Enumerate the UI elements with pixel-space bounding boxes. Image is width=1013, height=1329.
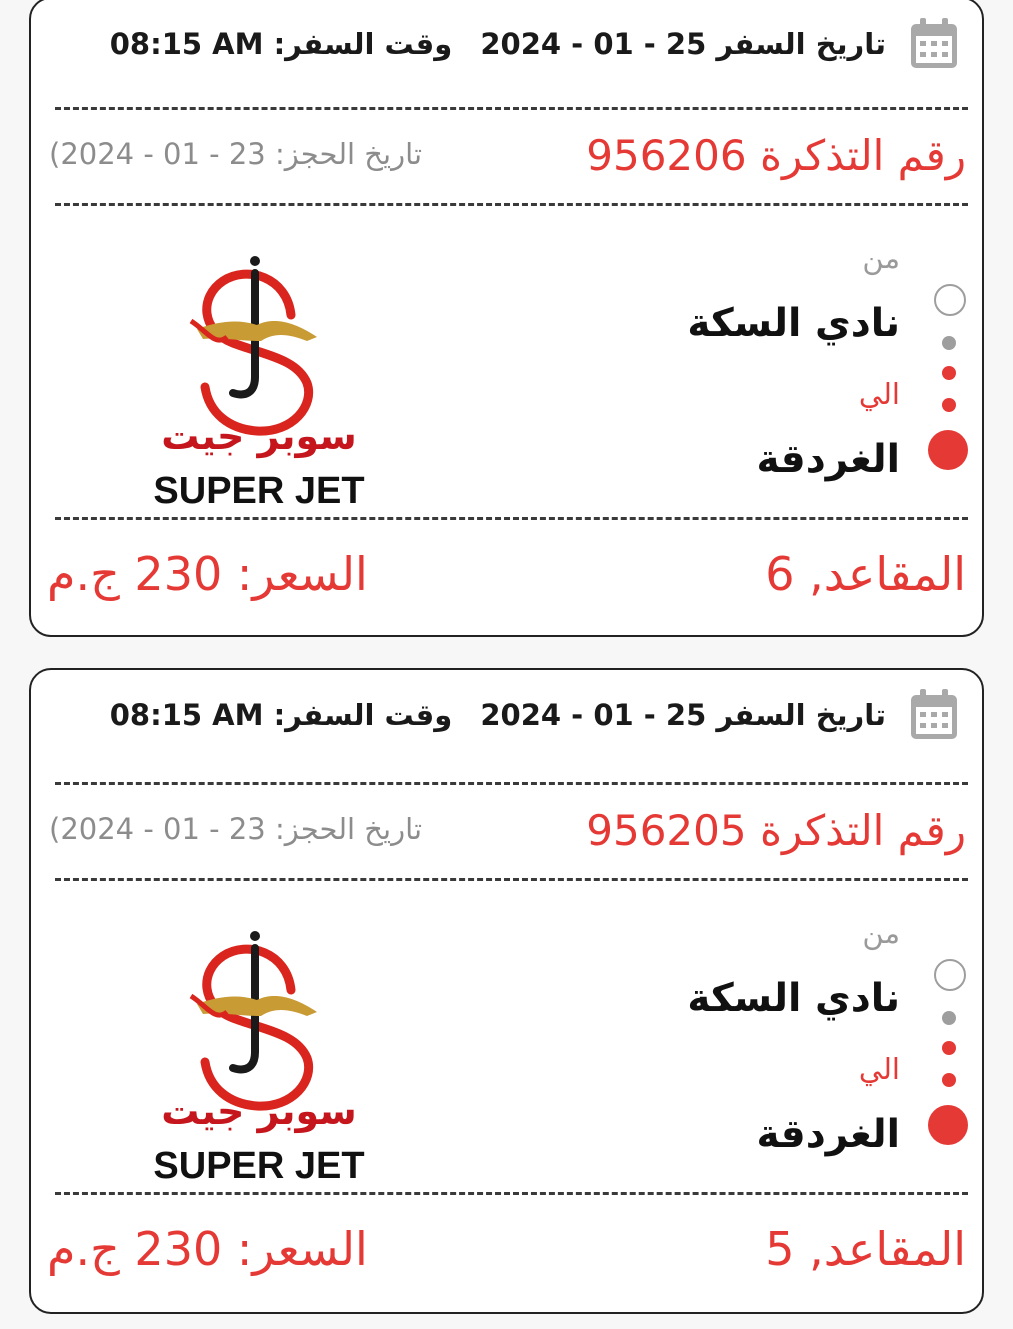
price: السعر: 230 ج.م — [47, 1222, 368, 1276]
divider — [55, 107, 968, 110]
ticket-number: 956205 — [586, 806, 747, 855]
divider — [55, 203, 968, 206]
calendar-icon — [908, 687, 960, 743]
travel-time-value: 08:15 AM — [109, 698, 264, 732]
seats: المقاعد, 6 — [765, 547, 966, 601]
origin-ring-icon — [934, 959, 966, 991]
from-station: نادي السكة — [687, 976, 900, 1021]
ticket-number: 956206 — [586, 131, 747, 180]
travel-date-label: تاريخ السفر — [716, 27, 886, 61]
logo-arabic-text: سوبر جيت — [161, 1089, 357, 1133]
route-dot-icon — [942, 1073, 956, 1087]
travel-time-label: وقت السفر: — [273, 27, 453, 61]
super-jet-logo — [137, 912, 381, 1188]
price: السعر: 230 ج.م — [47, 547, 368, 601]
divider — [55, 782, 968, 785]
ticket-card[interactable] — [29, 668, 984, 1314]
ticket-number-row — [586, 806, 966, 855]
divider — [55, 517, 968, 520]
from-label: من — [862, 241, 900, 275]
super-jet-logo — [137, 237, 381, 513]
route-dot-icon — [942, 336, 956, 350]
to-station: الغردقة — [756, 1112, 900, 1157]
travel-time-label: وقت السفر: — [273, 698, 453, 732]
route-dot-icon — [942, 398, 956, 412]
booking-date: تاريخ الحجز: 23 - 01 - 2024) — [49, 137, 423, 171]
to-label: الي — [858, 377, 900, 411]
travel-date-label: تاريخ السفر — [716, 698, 886, 732]
logo-english-text: SUPER JET — [153, 1145, 365, 1187]
logo-english-text: SUPER JET — [153, 470, 365, 512]
to-station: الغردقة — [756, 437, 900, 482]
divider — [55, 878, 968, 881]
to-label: الي — [858, 1052, 900, 1086]
origin-ring-icon — [934, 284, 966, 316]
ticket-number-label: رقم التذكرة — [759, 131, 966, 180]
route-dot-icon — [942, 1011, 956, 1025]
travel-date-value: 25 - 01 - 2024 — [480, 698, 707, 732]
destination-dot-icon — [928, 1105, 968, 1145]
route-dot-icon — [942, 366, 956, 380]
destination-dot-icon — [928, 430, 968, 470]
travel-date-value: 25 - 01 - 2024 — [480, 27, 707, 61]
seats: المقاعد, 5 — [765, 1222, 966, 1276]
travel-info-row — [110, 698, 886, 732]
from-station: نادي السكة — [687, 301, 900, 346]
logo-arabic-text: سوبر جيت — [161, 414, 357, 458]
ticket-card[interactable] — [29, 0, 984, 637]
booking-date: تاريخ الحجز: 23 - 01 - 2024) — [49, 812, 423, 846]
route-dot-icon — [942, 1041, 956, 1055]
calendar-icon — [908, 16, 960, 72]
ticket-number-row — [586, 131, 966, 180]
ticket-number-label: رقم التذكرة — [759, 806, 966, 855]
divider — [55, 1192, 968, 1195]
travel-info-row — [110, 27, 886, 61]
from-label: من — [862, 916, 900, 950]
travel-time-value: 08:15 AM — [109, 27, 264, 61]
